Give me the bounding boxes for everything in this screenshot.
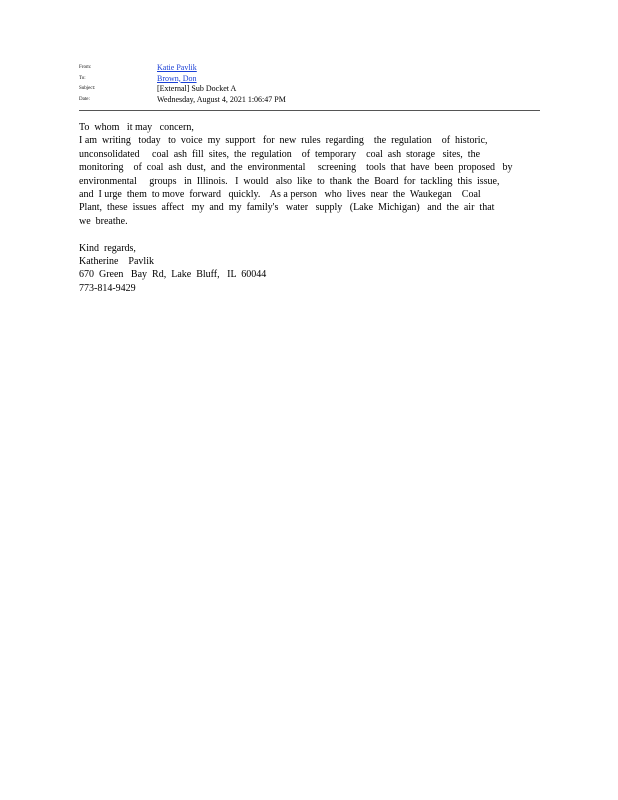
- paragraph-line: monitoring of coal ash dust, and the environmental screening tools that have been proposed by: [79, 162, 513, 174]
- paragraph-gap: [79, 228, 539, 241]
- subject-row: [79, 84, 549, 95]
- to-recipient-link[interactable]: Brown, Don: [157, 73, 197, 83]
- greeting: To whom it may concern,: [79, 122, 194, 133]
- subject-value: [External] Sub Docket A: [157, 84, 237, 93]
- signature-name: Katherine Pavlik: [79, 255, 154, 267]
- from-row: [79, 63, 549, 74]
- email-header: [79, 63, 549, 105]
- from-label: From:: [79, 65, 92, 70]
- to-row: [79, 74, 549, 85]
- signature-phone: 773-814-9429: [79, 282, 136, 294]
- date-label: Date:: [79, 96, 90, 102]
- email-body: [79, 121, 539, 295]
- paragraph-line: we breathe.: [79, 215, 128, 227]
- to-label: To:: [79, 75, 86, 81]
- from-sender-link[interactable]: Katie Pavlik: [157, 63, 197, 72]
- paragraph-line: unconsolidated coal ash fill sites, the regulation of temporary coal ash storage sites, the: [79, 148, 481, 160]
- paragraph-line: I am writing today to voice my support for new rules regarding the regulation of historic,: [79, 135, 488, 147]
- subject-label: Subject:: [79, 86, 96, 91]
- header-divider: [79, 110, 540, 111]
- paragraph-line: Plant, these issues affect my and my family's water supply (Lake Michigan) and the air that: [79, 202, 495, 214]
- paragraph-line: environmental groups in Illinois. I would also like to thank the Board for tackling this issue,: [79, 175, 500, 187]
- paragraph-line: and I urge them to move forward quickly. As a person who lives near the Waukegan Coal: [79, 188, 481, 200]
- date-value: Wednesday, August 4, 2021 1:06:47 PM: [157, 94, 286, 104]
- signature-address: 670 Green Bay Rd, Lake Bluff, IL 60044: [79, 269, 267, 281]
- closing: Kind regards,: [79, 242, 136, 254]
- date-row: [79, 95, 549, 106]
